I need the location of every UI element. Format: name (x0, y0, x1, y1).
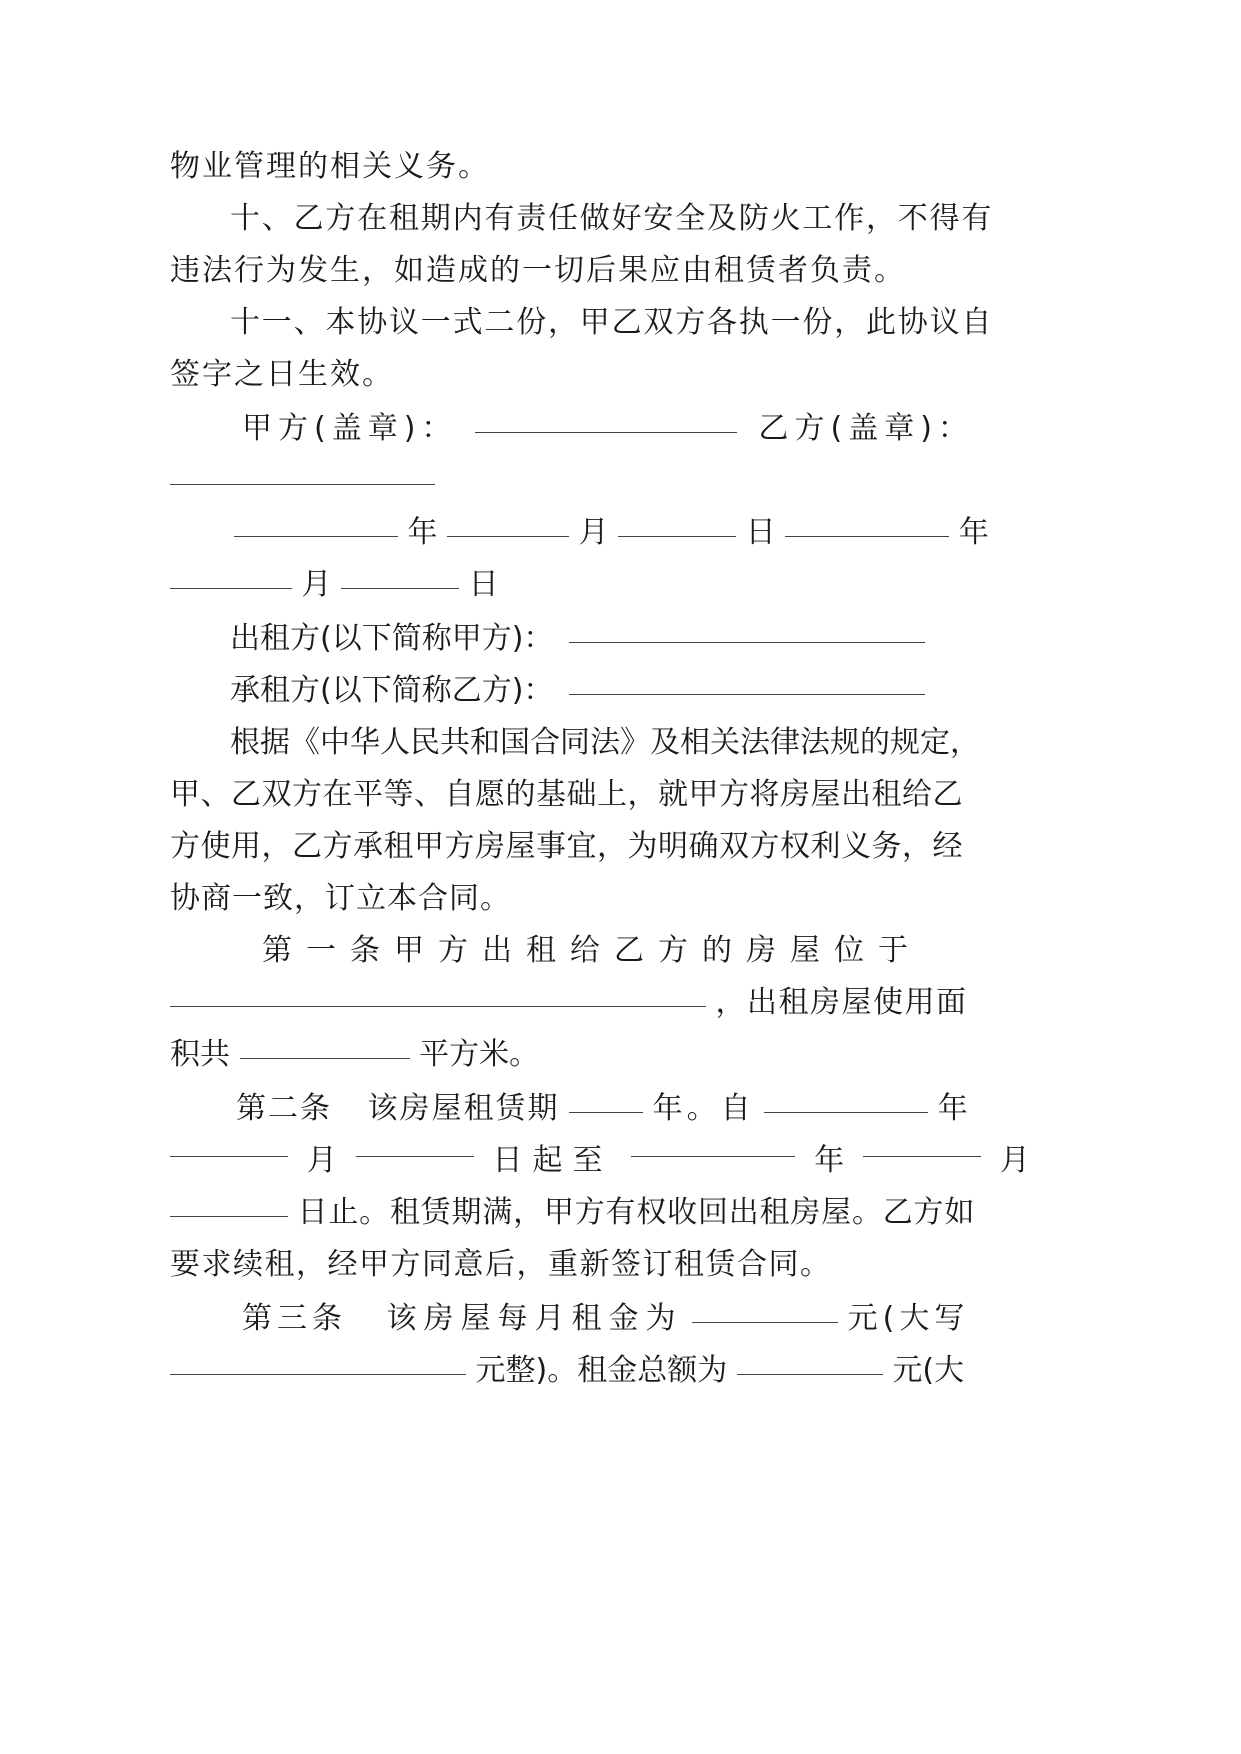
article-1-line-3 (170, 1026, 539, 1084)
clause-11-line-1 (230, 294, 993, 352)
text: 签字之日生效。 (170, 357, 394, 392)
year-unit: 年 (814, 1143, 845, 1178)
signature-line-2 (170, 452, 435, 510)
address-blank[interactable] (170, 1006, 706, 1007)
month-unit: 月 (301, 567, 332, 602)
year-blank[interactable] (785, 536, 949, 537)
clause-10-line-2 (170, 242, 906, 300)
article-1-line-2 (170, 974, 968, 1032)
start-year-blank[interactable] (764, 1112, 928, 1113)
month-unit: 月 (578, 515, 609, 550)
year-blank[interactable] (234, 536, 398, 537)
year-unit: 年 (958, 515, 989, 550)
rent-in-words-blank[interactable] (170, 1374, 466, 1375)
text: 违法行为发生，如造成的一切后果应由租赁者负责。 (170, 253, 906, 288)
text: 日起至 (492, 1143, 613, 1178)
text: 十、乙方在租期内有责任做好安全及防火工作，不得有 (230, 201, 994, 236)
article-2-line-4 (170, 1236, 832, 1294)
intro-line-3 (170, 818, 963, 876)
day-blank[interactable] (341, 588, 459, 589)
lessor-line (230, 610, 925, 668)
end-year-blank[interactable] (631, 1156, 795, 1157)
text: 年。自 (652, 1091, 755, 1126)
end-month-blank[interactable] (863, 1156, 981, 1157)
article-2-line-2 (170, 1132, 1030, 1190)
year-unit: 年 (407, 515, 438, 550)
party-b-seal-label: 乙方(盖章)： (758, 411, 974, 446)
paragraph-line (170, 138, 490, 196)
day-unit: 日 (745, 515, 776, 550)
total-rent-blank[interactable] (737, 1374, 883, 1375)
term-years-blank[interactable] (569, 1112, 643, 1113)
start-day-blank[interactable] (356, 1156, 474, 1157)
clause-10-line-1 (230, 190, 993, 248)
text: ，出租房屋使用面 (715, 985, 968, 1020)
article-3-heading: 第三条 (242, 1301, 347, 1336)
end-day-blank[interactable] (170, 1216, 288, 1217)
text: 日止。租赁期满，甲方有权收回出租房屋。乙方如 (297, 1195, 976, 1230)
text: 根据《中华人民共和国合同法》及相关法律法规的规定， (230, 725, 980, 760)
day-unit: 日 (468, 567, 499, 602)
lessor-name-blank[interactable] (569, 642, 925, 643)
intro-line-4 (170, 870, 511, 928)
day-blank[interactable] (618, 536, 736, 537)
text: 元整)。租金总额为 (475, 1353, 728, 1388)
start-month-blank[interactable] (170, 1156, 288, 1157)
text: 该房屋每月租金为 (386, 1301, 683, 1336)
intro-line-1 (230, 714, 980, 772)
text: 元(大写 (847, 1301, 970, 1336)
text: 该房屋租赁期 (367, 1091, 560, 1126)
text: 物业管理的相关义务。 (170, 149, 490, 184)
text: 协商一致，订立本合同。 (170, 881, 511, 916)
text: 第一条甲方出租给乙方的房屋位于 (262, 933, 922, 968)
lessee-line (230, 662, 925, 720)
year-unit: 年 (937, 1091, 968, 1126)
article-2-heading: 第二条 (236, 1091, 332, 1126)
clause-11-line-2 (170, 346, 394, 404)
month-blank[interactable] (170, 588, 292, 589)
article-3-line-1 (242, 1290, 969, 1348)
month-unit: 月 (999, 1143, 1030, 1178)
month-unit: 月 (306, 1143, 337, 1178)
lessee-label: 承租方(以下简称乙方)： (230, 673, 554, 708)
article-2-line-3 (170, 1184, 975, 1242)
date-line-1 (234, 504, 989, 562)
lessee-name-blank[interactable] (569, 694, 925, 695)
monthly-rent-blank[interactable] (692, 1322, 838, 1323)
article-3-line-2 (170, 1342, 964, 1400)
text: 积共 (170, 1037, 230, 1072)
text: 元(大 (892, 1353, 965, 1388)
article-1-line-1 (262, 922, 922, 980)
text: 甲、乙双方在平等、自愿的基础上，就甲方将房屋出租给乙 (170, 777, 963, 812)
article-2-line-1 (236, 1080, 968, 1138)
party-b-signature-blank[interactable] (170, 484, 435, 485)
date-line-2 (170, 556, 499, 614)
month-blank[interactable] (447, 536, 569, 537)
text: 平方米。 (419, 1037, 540, 1072)
text: 十一、本协议一式二份，甲乙双方各执一份，此协议自 (230, 305, 994, 340)
lessor-label: 出租方(以下简称甲方)： (230, 621, 554, 656)
intro-line-2 (170, 766, 963, 824)
text: 方使用，乙方承租甲方房屋事宜，为明确双方权利义务，经 (170, 829, 963, 864)
signature-line (242, 400, 974, 458)
party-a-seal-label: 甲方(盖章)： (242, 411, 458, 446)
area-blank[interactable] (240, 1058, 410, 1059)
text: 要求续租，经甲方同意后，重新签订租赁合同。 (170, 1247, 832, 1282)
party-a-signature-blank[interactable] (475, 432, 737, 433)
